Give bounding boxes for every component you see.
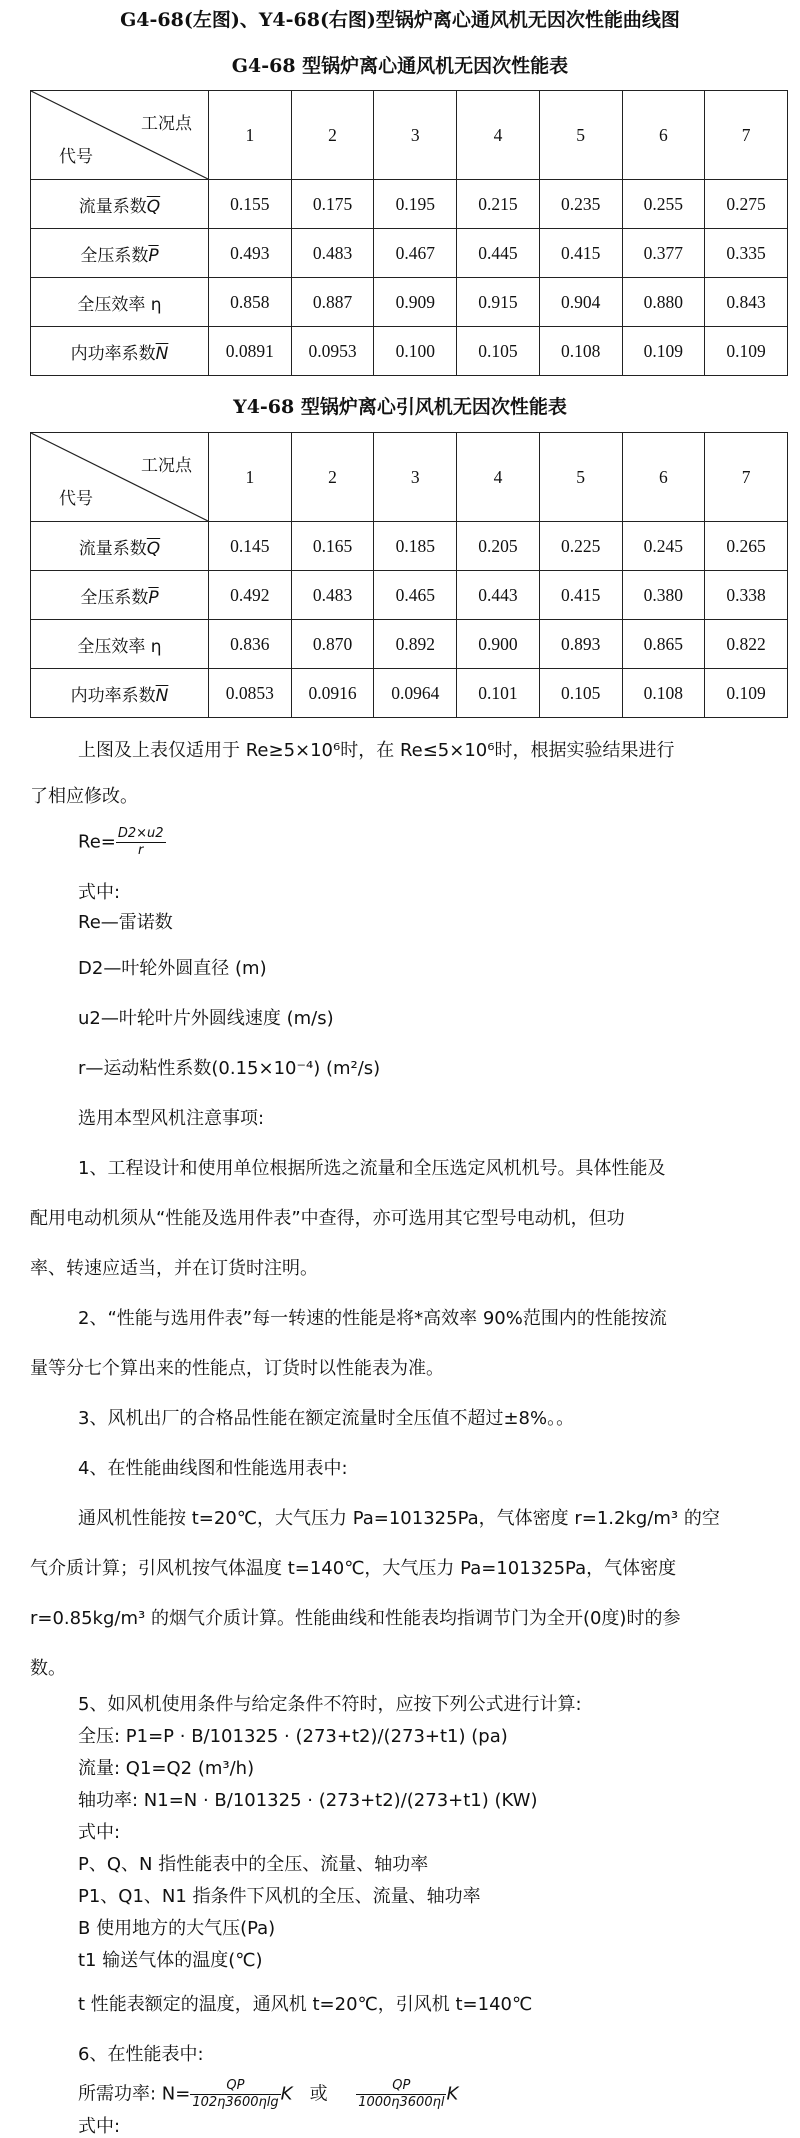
col-header: 7 <box>705 433 788 522</box>
cell: 0.415 <box>539 571 622 620</box>
paragraph-line: 率、转速应适当，并在订货时注明。 <box>30 1258 318 1279</box>
col-header: 1 <box>209 433 292 522</box>
definition-line: P、Q、N 指性能表中的全压、流量、轴功率 <box>78 1854 429 1875</box>
definition-line: B 使用地方的大气压(Pa) <box>78 1918 276 1939</box>
cell: 0.101 <box>457 669 540 718</box>
cell: 0.415 <box>539 229 622 278</box>
row-label: 内功率系数$\overline{N}$ <box>31 327 209 376</box>
paragraph-line: 5、如风机使用条件与给定条件不符时，应按下列公式进行计算: <box>78 1694 582 1715</box>
cell: 0.904 <box>539 278 622 327</box>
table1-header-row <box>31 91 788 180</box>
cell: 0.915 <box>457 278 540 327</box>
cell: 0.105 <box>457 327 540 376</box>
paragraph-line: 6、在性能表中: <box>78 2044 204 2065</box>
paragraph-line: 4、在性能曲线图和性能选用表中: <box>78 1458 348 1479</box>
cell: 0.900 <box>457 620 540 669</box>
cell: 0.195 <box>374 180 457 229</box>
cell: 0.493 <box>209 229 292 278</box>
paragraph-line: 配用电动机须从“性能及选用件表”中查得，亦可选用其它型号电动机，但功 <box>30 1208 625 1229</box>
cell: 0.338 <box>705 571 788 620</box>
where-label: 式中: <box>78 2116 121 2137</box>
table-row <box>31 522 788 571</box>
paragraph-line: 数。 <box>30 1658 66 1679</box>
corner-top-label: 工况点 <box>141 114 192 134</box>
row-label: 流量系数$\overline{Q}$ <box>31 180 209 229</box>
corner-bottom-label: 代号 <box>59 147 93 167</box>
row-label: 全压效率 η <box>31 278 209 327</box>
paragraph-line: 量等分七个算出来的性能点，订货时以性能表为准。 <box>30 1358 444 1379</box>
cell: 0.887 <box>291 278 374 327</box>
cell: 0.185 <box>374 522 457 571</box>
cell: 0.175 <box>291 180 374 229</box>
table-row <box>31 180 788 229</box>
main-title: G4-68(左图)、Y4-68(右图)型锅炉离心通风机无因次性能曲线图 <box>120 9 680 31</box>
col-header: 5 <box>539 91 622 180</box>
col-header: 1 <box>209 91 292 180</box>
definition-line: D2—叶轮外圆直径 (m) <box>78 958 267 979</box>
definition-line: t 性能表额定的温度，通风机 t=20℃，引风机 t=140℃ <box>78 1994 533 2015</box>
paragraph-line: 2、“性能与选用件表”每一转速的性能是将*高效率 90%范围内的性能按流 <box>78 1308 667 1329</box>
paragraph-line: 3、风机出厂的合格品性能在额定流量时全压值不超过±8%。。 <box>78 1408 575 1429</box>
cell: 0.205 <box>457 522 540 571</box>
corner-bottom-label: 代号 <box>59 489 93 509</box>
formula-line: 全压: P1=P · B/101325 · (273+t2)/(273+t1) (pa) <box>78 1726 508 1747</box>
where-label: 式中: <box>78 882 121 903</box>
definition-line: Re—雷诺数 <box>78 912 173 933</box>
corner-top-label: 工况点 <box>141 456 192 476</box>
paragraph-line: 气介质计算；引风机按气体温度 t=140℃，大气压力 Pa=101325Pa，气体密度 <box>30 1558 677 1579</box>
cell: 0.235 <box>539 180 622 229</box>
table-row <box>31 327 788 376</box>
paragraph-line: 上图及上表仅适用于 Re≥5×10⁶时，在 Re≤5×10⁶时，根据实验结果进行 <box>78 740 675 761</box>
cell: 0.0891 <box>209 327 292 376</box>
table2 <box>30 432 788 718</box>
col-header: 7 <box>705 91 788 180</box>
cell: 0.822 <box>705 620 788 669</box>
cell: 0.109 <box>622 327 705 376</box>
formula-line: 轴功率: N1=N · B/101325 · (273+t2)/(273+t1) (KW) <box>78 1790 538 1811</box>
cell: 0.380 <box>622 571 705 620</box>
cell: 0.870 <box>291 620 374 669</box>
cell: 0.843 <box>705 278 788 327</box>
table-row <box>31 669 788 718</box>
table1-corner-cell <box>31 91 209 180</box>
cell: 0.483 <box>291 571 374 620</box>
cell: 0.0916 <box>291 669 374 718</box>
table2-corner-cell <box>31 433 209 522</box>
paragraph-line: 通风机性能按 t=20℃，大气压力 Pa=101325Pa，气体密度 r=1.2kg/m³ 的空 <box>78 1508 720 1529</box>
cell: 0.265 <box>705 522 788 571</box>
table2-title: Y4-68 型锅炉离心引风机无因次性能表 <box>233 396 567 418</box>
cell: 0.858 <box>209 278 292 327</box>
formula-line: 流量: Q1=Q2 (m³/h) <box>78 1758 255 1779</box>
cell: 0.0853 <box>209 669 292 718</box>
table-row <box>31 278 788 327</box>
col-header: 5 <box>539 433 622 522</box>
where-label: 式中: <box>78 1822 121 1843</box>
definition-line: P1、Q1、N1 指条件下风机的全压、流量、轴功率 <box>78 1886 481 1907</box>
cell: 0.467 <box>374 229 457 278</box>
paragraph-line: 了相应修改。 <box>30 786 138 807</box>
cell: 0.335 <box>705 229 788 278</box>
cell: 0.880 <box>622 278 705 327</box>
cell: 0.245 <box>622 522 705 571</box>
cell: 0.100 <box>374 327 457 376</box>
cell: 0.108 <box>622 669 705 718</box>
row-label: 内功率系数$\overline{N}$ <box>31 669 209 718</box>
cell: 0.377 <box>622 229 705 278</box>
row-label: 全压系数$\overline{P}$ <box>31 571 209 620</box>
re-formula: Re= $\frac{D2\times u2}{r}$ <box>78 826 164 858</box>
cell: 0.155 <box>209 180 292 229</box>
cell: 0.0964 <box>374 669 457 718</box>
cell: 0.909 <box>374 278 457 327</box>
cell: 0.836 <box>209 620 292 669</box>
cell: 0.483 <box>291 229 374 278</box>
cell: 0.225 <box>539 522 622 571</box>
definition-line: t1 输送气体的温度(℃) <box>78 1950 263 1971</box>
definition-line: u2—叶轮叶片外圆线速度 (m/s) <box>78 1008 334 1029</box>
cell: 0.865 <box>622 620 705 669</box>
paragraph-line: r=0.85kg/m³ 的烟气介质计算。性能曲线和性能表均指调节门为全开(0度)时的参 <box>30 1608 681 1629</box>
cell: 0.445 <box>457 229 540 278</box>
col-header: 3 <box>374 433 457 522</box>
col-header: 2 <box>291 91 374 180</box>
cell: 0.145 <box>209 522 292 571</box>
row-label: 全压效率 η <box>31 620 209 669</box>
table1-title: G4-68 型锅炉离心通风机无因次性能表 <box>231 55 569 77</box>
cell: 0.465 <box>374 571 457 620</box>
cell: 0.165 <box>291 522 374 571</box>
col-header: 4 <box>457 433 540 522</box>
table2-header-row <box>31 433 788 522</box>
col-header: 4 <box>457 91 540 180</box>
table-row <box>31 229 788 278</box>
diagonal-line <box>31 91 208 179</box>
table-row <box>31 620 788 669</box>
cell: 0.108 <box>539 327 622 376</box>
cell: 0.892 <box>374 620 457 669</box>
paragraph-line: 1、工程设计和使用单位根据所选之流量和全压选定风机机号。具体性能及 <box>78 1158 666 1179</box>
cell: 0.893 <box>539 620 622 669</box>
col-header: 6 <box>622 91 705 180</box>
cell: 0.255 <box>622 180 705 229</box>
table-row <box>31 571 788 620</box>
row-label: 全压系数$\overline{P}$ <box>31 229 209 278</box>
cell: 0.105 <box>539 669 622 718</box>
power-formula: 所需功率: N= $\frac{QP}{102\eta 3600\eta\lg}$ K 或 $\frac{QP}{1000\eta 3600\eta l}$ K <box>78 2078 459 2110</box>
cell: 0.492 <box>209 571 292 620</box>
section-heading: 选用本型风机注意事项: <box>78 1108 265 1129</box>
col-header: 3 <box>374 91 457 180</box>
diagonal-line <box>31 433 208 521</box>
cell: 0.215 <box>457 180 540 229</box>
cell: 0.109 <box>705 327 788 376</box>
cell: 0.275 <box>705 180 788 229</box>
col-header: 2 <box>291 433 374 522</box>
cell: 0.443 <box>457 571 540 620</box>
cell: 0.0953 <box>291 327 374 376</box>
definition-line: r—运动粘性系数(0.15×10⁻⁴) (m²/s) <box>78 1058 381 1079</box>
col-header: 6 <box>622 433 705 522</box>
cell: 0.109 <box>705 669 788 718</box>
row-label: 流量系数$\overline{Q}$ <box>31 522 209 571</box>
table1 <box>30 90 788 376</box>
